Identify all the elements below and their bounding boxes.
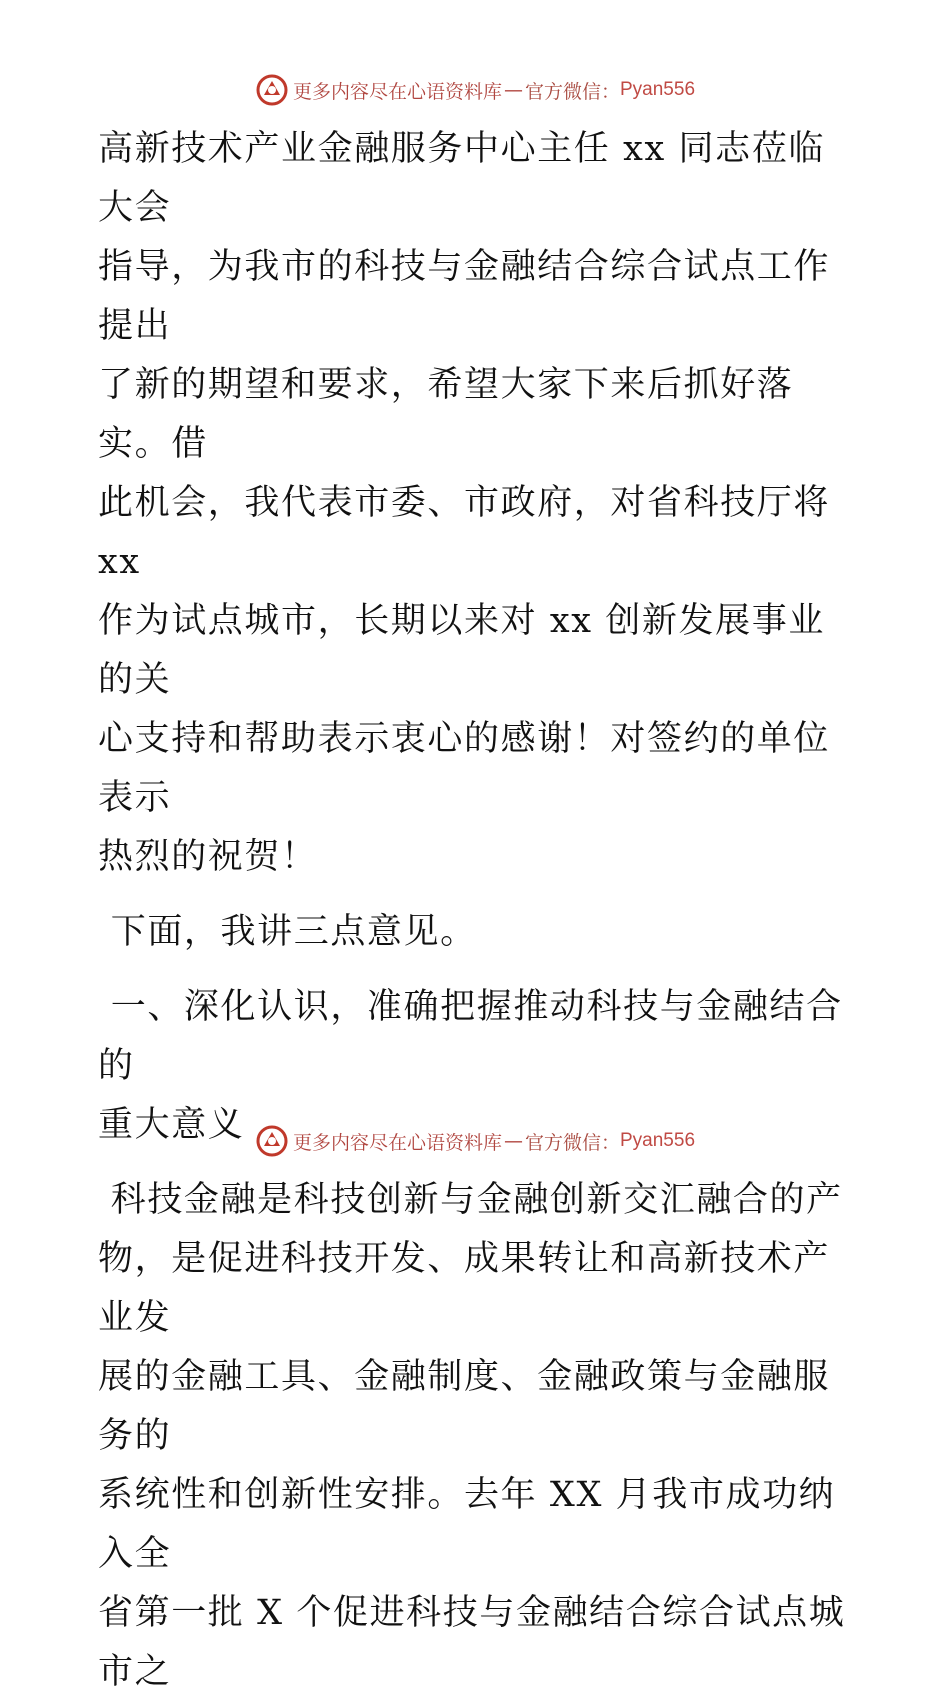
header-wechat-label: 官方微信： [524, 80, 620, 103]
paragraph-tech-finance: 科技金融是科技创新与金融创新交汇融合的产 物，是促进科技开发、成果转让和高新技术产业发 展的金融工具、金融制度、金融政策与金融服务的 系统性和创新性安排。去年 XX 月我市成功纳入全 省第一批 X 个促进科技与金融结合综合试点城市之 [98, 1180, 846, 1692]
footer-separator: — [503, 1130, 523, 1152]
header-separator: — [503, 79, 523, 101]
header-wechat-handle: Pyan556 [620, 79, 696, 100]
header-site-text: 更多内容尽在心语资料库 [292, 80, 502, 103]
library-logo-icon [255, 1124, 289, 1158]
footer-wechat-handle: Pyan556 [620, 1130, 696, 1151]
section-heading-one: 一、深化认识，准确把握推动科技与金融结合的 重大意义 [98, 987, 843, 1145]
footer-site-text: 更多内容尽在心语资料库 [292, 1131, 502, 1154]
paragraph-three-points: 下面，我讲三点意见。 [98, 912, 477, 952]
footer-watermark [0, 1121, 950, 1161]
paragraph-intro: 高新技术产业金融服务中心主任 xx 同志莅临大会 指导，为我市的科技与金融结合综合试点工作提出 了新的期望和要求，希望大家下来后抓好落实。借 此机会，我代表市委、市政府，对省科技厅将 xx 作为试点城市，长期以来对 xx 创新发展事业的关 心支持和帮助表示衷心的感谢！对签约的单位表示 热烈的祝贺！ [98, 129, 831, 877]
header-watermark [0, 70, 950, 110]
document-body [98, 120, 858, 1702]
library-logo-icon [255, 73, 289, 107]
footer-wechat-label: 官方微信： [524, 1131, 620, 1154]
